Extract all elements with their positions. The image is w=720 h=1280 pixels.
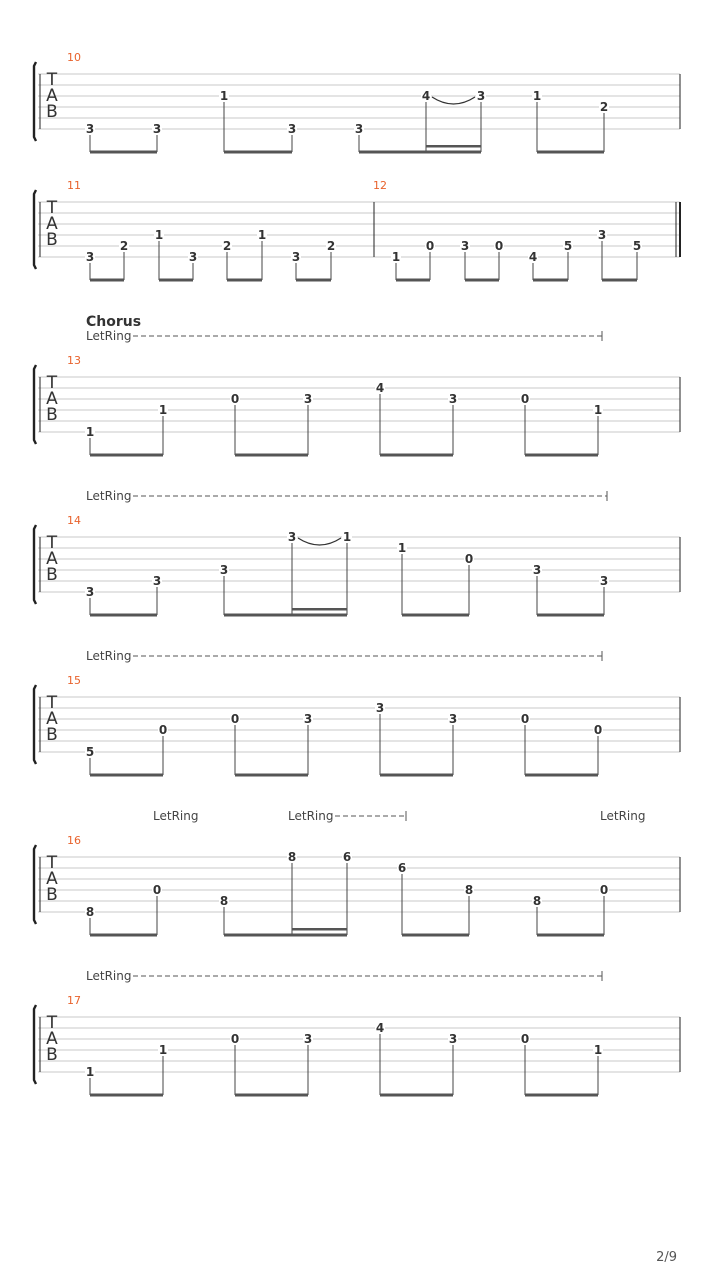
fret-number: 1 — [219, 89, 229, 103]
fret-number: 1 — [158, 1043, 168, 1057]
fret-number: 0 — [593, 723, 603, 737]
fret-number: 0 — [230, 392, 240, 406]
fret-number: 0 — [520, 1032, 530, 1046]
fret-number: 1 — [85, 1065, 95, 1079]
fret-number: 3 — [303, 712, 313, 726]
tab-clef-a: A — [46, 1029, 58, 1049]
tab-clef-a: A — [46, 389, 58, 409]
fret-number: 1 — [391, 250, 401, 264]
fret-number: 3 — [85, 585, 95, 599]
tab-clef-t: T — [46, 70, 58, 90]
fret-number: 0 — [599, 883, 609, 897]
tab-clef-a: A — [46, 214, 58, 234]
fret-number: 1 — [158, 403, 168, 417]
fret-number: 1 — [85, 425, 95, 439]
tab-clef-t: T — [46, 198, 58, 218]
fret-number: 3 — [599, 574, 609, 588]
fret-number: 3 — [476, 89, 486, 103]
beam — [537, 614, 604, 617]
fret-number: 8 — [464, 883, 474, 897]
tab-clef-b: B — [46, 102, 58, 122]
beam — [465, 279, 499, 282]
fret-number: 3 — [303, 392, 313, 406]
tab-system — [34, 649, 680, 777]
beam — [90, 614, 157, 617]
fret-number: 4 — [421, 89, 431, 103]
fret-number: 4 — [375, 381, 385, 395]
page-number: 2/9 — [656, 1250, 677, 1265]
system-bracket — [34, 190, 36, 269]
system-bracket — [34, 525, 36, 604]
fret-number: 2 — [326, 239, 336, 253]
beam — [90, 454, 163, 457]
fret-number: 0 — [158, 723, 168, 737]
beam — [90, 774, 163, 777]
system-bracket — [34, 845, 36, 924]
beam — [525, 454, 598, 457]
measure-number: 15 — [67, 674, 81, 687]
tab-clef-t: T — [46, 373, 58, 393]
fret-number: 1 — [532, 89, 542, 103]
fret-number: 8 — [219, 894, 229, 908]
tab-system — [34, 809, 680, 937]
system-bracket — [34, 365, 36, 444]
fret-number: 3 — [152, 122, 162, 136]
tab-clef-b: B — [46, 565, 58, 585]
beam — [159, 279, 193, 282]
fret-number: 3 — [303, 1032, 313, 1046]
beam — [537, 151, 604, 154]
fret-number: 3 — [375, 701, 385, 715]
section-label: Chorus — [86, 314, 142, 330]
beam — [602, 279, 637, 282]
beam — [537, 934, 604, 937]
fret-number: 8 — [85, 905, 95, 919]
fret-number: 2 — [222, 239, 232, 253]
beam — [224, 151, 292, 154]
fret-number: 3 — [532, 563, 542, 577]
tab-clef-b: B — [46, 230, 58, 250]
tab-clef-t: T — [46, 1013, 58, 1033]
tab-clef-t: T — [46, 693, 58, 713]
tab-clef-b: B — [46, 405, 58, 425]
beam — [235, 454, 308, 457]
fret-number: 4 — [375, 1021, 385, 1035]
fret-number: 3 — [188, 250, 198, 264]
tab-clef-b: B — [46, 885, 58, 905]
fret-number: 3 — [597, 228, 607, 242]
beam — [380, 1094, 453, 1097]
beam — [533, 279, 568, 282]
beam — [235, 1094, 308, 1097]
fret-number: 6 — [397, 861, 407, 875]
fret-number: 0 — [230, 712, 240, 726]
beam — [525, 1094, 598, 1097]
beam-secondary — [426, 145, 481, 148]
fret-number: 8 — [287, 850, 297, 864]
letring-label: LetRing — [153, 809, 199, 823]
tab-clef-a: A — [46, 549, 58, 569]
beam — [402, 614, 469, 617]
fret-number: 0 — [520, 712, 530, 726]
fret-number: 2 — [599, 100, 609, 114]
tab-clef-t: T — [46, 533, 58, 553]
tab-system — [34, 314, 680, 457]
fret-number: 0 — [494, 239, 504, 253]
beam — [90, 1094, 163, 1097]
beam — [235, 774, 308, 777]
beam — [380, 774, 453, 777]
fret-number: 3 — [85, 250, 95, 264]
fret-number: 0 — [152, 883, 162, 897]
letring-label: LetRing — [86, 649, 132, 663]
fret-number: 1 — [593, 403, 603, 417]
tab-system — [34, 969, 680, 1097]
fret-number: 5 — [632, 239, 642, 253]
fret-number: 0 — [464, 552, 474, 566]
tab-clef-a: A — [46, 709, 58, 729]
measure-number: 12 — [373, 179, 387, 192]
fret-number: 3 — [291, 250, 301, 264]
beam — [296, 279, 331, 282]
measure-number: 10 — [67, 51, 81, 64]
beam — [402, 934, 469, 937]
letring-label: LetRing — [86, 329, 132, 343]
tab-clef-t: T — [46, 853, 58, 873]
fret-number: 3 — [448, 712, 458, 726]
system-bracket — [34, 1005, 36, 1084]
tab-system — [34, 489, 680, 617]
beam — [525, 774, 598, 777]
tab-clef-b: B — [46, 725, 58, 745]
beam-secondary — [292, 928, 347, 931]
letring-label: LetRing — [86, 969, 132, 983]
fret-number: 1 — [154, 228, 164, 242]
letring-label: LetRing — [600, 809, 646, 823]
slur — [432, 97, 475, 104]
tab-system — [34, 51, 680, 154]
system-bracket — [34, 62, 36, 141]
fret-number: 1 — [342, 530, 352, 544]
beam — [396, 279, 430, 282]
measure-number: 13 — [67, 354, 81, 367]
letring-label: LetRing — [288, 809, 334, 823]
fret-number: 2 — [119, 239, 129, 253]
fret-number: 0 — [425, 239, 435, 253]
beam-secondary — [292, 608, 347, 611]
fret-number: 0 — [520, 392, 530, 406]
fret-number: 3 — [354, 122, 364, 136]
fret-number: 3 — [448, 392, 458, 406]
tab-system — [34, 179, 680, 282]
fret-number: 4 — [528, 250, 538, 264]
measure-number: 14 — [67, 514, 81, 527]
fret-number: 3 — [219, 563, 229, 577]
measure-number: 16 — [67, 834, 81, 847]
fret-number: 1 — [397, 541, 407, 555]
fret-number: 1 — [593, 1043, 603, 1057]
beam — [224, 934, 347, 937]
fret-number: 3 — [85, 122, 95, 136]
fret-number: 3 — [152, 574, 162, 588]
slur — [298, 538, 341, 545]
fret-number: 1 — [257, 228, 267, 242]
fret-number: 0 — [230, 1032, 240, 1046]
tab-clef-a: A — [46, 869, 58, 889]
beam — [90, 151, 157, 154]
fret-number: 5 — [85, 745, 95, 759]
beam — [90, 934, 157, 937]
fret-number: 6 — [342, 850, 352, 864]
beam — [380, 454, 453, 457]
letring-label: LetRing — [86, 489, 132, 503]
tab-clef-a: A — [46, 86, 58, 106]
measure-number: 11 — [67, 179, 81, 192]
fret-number: 5 — [563, 239, 573, 253]
fret-number: 3 — [448, 1032, 458, 1046]
beam — [224, 614, 347, 617]
beam — [227, 279, 262, 282]
fret-number: 3 — [287, 530, 297, 544]
system-bracket — [34, 685, 36, 764]
measure-number: 17 — [67, 994, 81, 1007]
fret-number: 3 — [287, 122, 297, 136]
fret-number: 3 — [460, 239, 470, 253]
fret-number: 8 — [532, 894, 542, 908]
tab-clef-b: B — [46, 1045, 58, 1065]
beam — [90, 279, 124, 282]
beam — [359, 151, 481, 154]
